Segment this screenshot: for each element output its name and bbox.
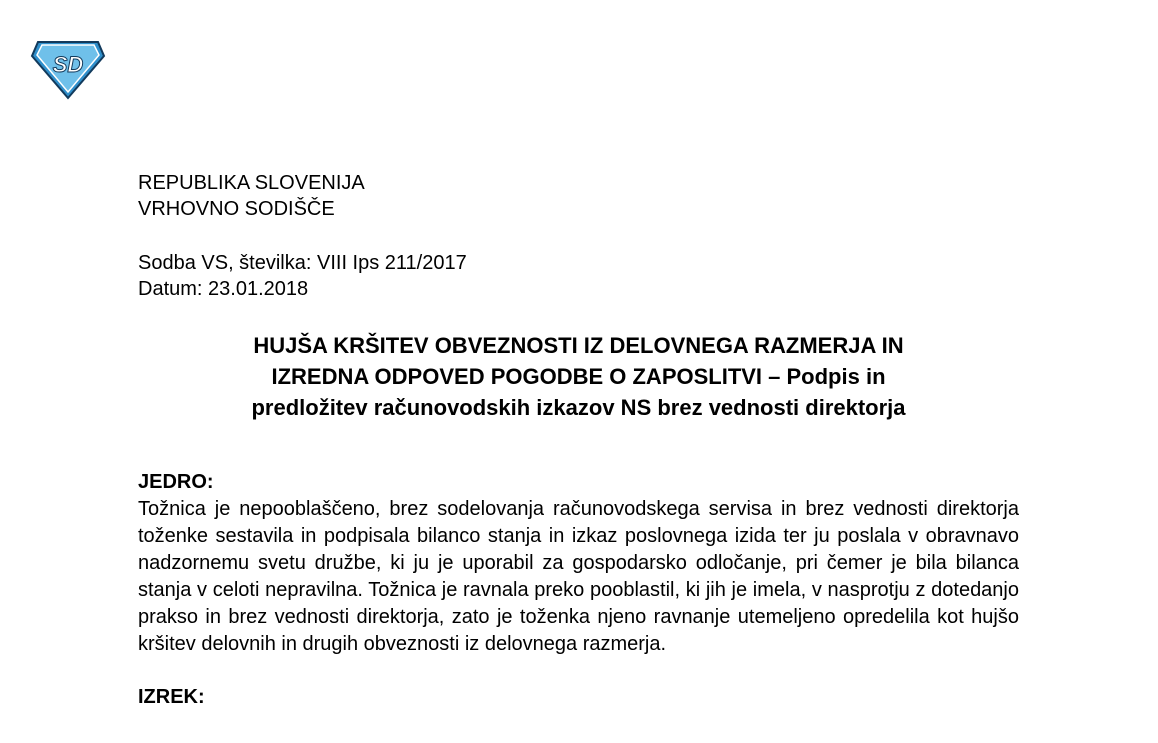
- court-name: VRHOVNO SODIŠČE: [138, 198, 335, 220]
- izrek-heading: IZREK:: [138, 686, 205, 708]
- jedro-heading: JEDRO:: [138, 471, 214, 493]
- sd-logo: [30, 40, 106, 100]
- title-line-2: IZREDNA ODPOVED POGODBE O ZAPOSLITVI – Podpis in: [271, 364, 886, 389]
- title-line-1: HUJŠA KRŠITEV OBVEZNOSTI IZ DELOVNEGA RAZMERJA IN: [253, 333, 904, 358]
- court-header: [138, 170, 1019, 222]
- title-line-3: predložitev računovodskih izkazov NS brez vednosti direktorja: [251, 395, 906, 420]
- sd-diamond-logo-icon: [30, 40, 106, 100]
- document-body: [138, 170, 1019, 711]
- jedro-paragraph: Tožnica je nepooblaščeno, brez sodelovanja računovodskega servisa in brez vednosti direktorja toženke sestavila in podpisala bilanco stanja in izkaz poslovnega izida ter ju poslala v obravnavo nadzornemu svetu družbe, ki ju je uporabil za gospodarsko odločanje, pri čemer je bila bilanca stanja v celoti nepravilna. Tožnica je ravnala preko pooblastil, ki jih je imela, v nasprotju z dotedanjo prakso in brez vednosti direktorja, zato je toženka njeno ravnanje utemeljeno opredelila kot hujšo kršitev delovnih in drugih obveznosti iz delovnega razmerja.: [138, 498, 1019, 655]
- court-country: REPUBLIKA SLOVENIJA: [138, 172, 365, 194]
- svg-text:SD: SD: [52, 52, 84, 77]
- document-title: [138, 330, 1019, 423]
- case-number: Sodba VS, številka: VIII Ips 211/2017: [138, 252, 467, 274]
- case-date: Datum: 23.01.2018: [138, 278, 309, 300]
- case-info: [138, 250, 1019, 302]
